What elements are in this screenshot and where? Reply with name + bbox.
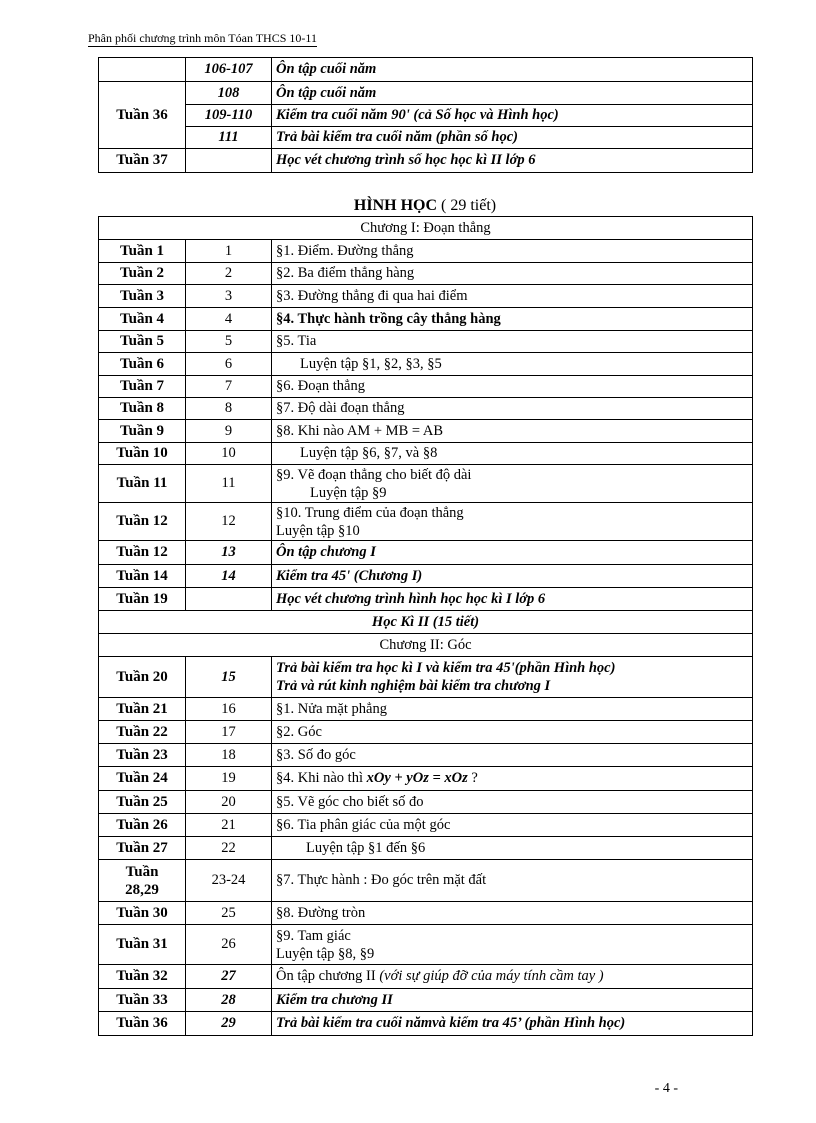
- period-cell: 108: [186, 82, 272, 105]
- content-line: Luyện tập §10: [276, 522, 360, 539]
- chapter-row: [99, 634, 753, 657]
- table-row: [99, 744, 753, 767]
- semester-row: [99, 611, 753, 634]
- week-cell: Tuần 3: [99, 285, 186, 308]
- table-row: [99, 989, 753, 1012]
- content-cell: §3. Số đo góc: [272, 744, 753, 767]
- period-cell: 6: [186, 353, 272, 376]
- week-cell: Tuần 5: [99, 331, 186, 353]
- content-cell: §2. Góc: [272, 721, 753, 744]
- content-cell: [272, 767, 753, 791]
- content-cell: Trả bài kiểm tra cuối nămvà kiểm tra 45’ (phần Hình học): [272, 1012, 753, 1036]
- geometry-table: [98, 216, 753, 1036]
- table-row: [99, 308, 753, 331]
- period-cell: 18: [186, 744, 272, 767]
- period-cell: 16: [186, 698, 272, 721]
- period-cell: 26: [186, 925, 272, 965]
- content-cell: §4. Thực hành trồng cây thẳng hàng: [272, 308, 753, 331]
- content-cell: §6. Tia phân giác của một góc: [272, 814, 753, 837]
- week-cell: Tuần 10: [99, 443, 186, 465]
- content-line: §9. Tam giác: [276, 927, 351, 944]
- content-cell: Luyện tập §1, §2, §3, §5: [272, 353, 753, 376]
- content-cell: Kiểm tra cuối năm 90' (cả Số học và Hình học): [272, 105, 753, 127]
- week-cell: Tuần 20: [99, 657, 186, 698]
- table-row: [99, 443, 753, 465]
- chapter1-rows: [99, 240, 753, 611]
- content-line: Luyện tập §9: [310, 484, 387, 501]
- chapter-heading: Chương II: Góc: [99, 634, 753, 657]
- week-cell: Tuần 12: [99, 503, 186, 541]
- table-row: [99, 860, 753, 902]
- period-cell: 2: [186, 263, 272, 285]
- content-line: Trả và rút kinh nghiệm bài kiểm tra chương I: [276, 678, 551, 694]
- content-cell: Ôn tập cuối năm: [272, 82, 753, 105]
- table-row: [99, 420, 753, 443]
- period-cell: 27: [186, 965, 272, 989]
- week-cell: Tuần 6: [99, 353, 186, 376]
- table-row: [99, 902, 753, 925]
- content-cell: Kiểm tra 45' (Chương I): [272, 565, 753, 588]
- table-row: [99, 263, 753, 285]
- table-row: [99, 837, 753, 860]
- period-cell: 111: [186, 127, 272, 149]
- period-cell: [186, 588, 272, 611]
- week-cell: Tuần 32: [99, 965, 186, 989]
- period-cell: 106-107: [186, 58, 272, 82]
- content-text: §4. Khi nào thì: [276, 770, 367, 786]
- table-row: [99, 503, 753, 541]
- period-cell: 109-110: [186, 105, 272, 127]
- content-cell: §8. Đường tròn: [272, 902, 753, 925]
- content-line: §9. Vẽ đoạn thẳng cho biết độ dài: [276, 466, 472, 483]
- week-cell: Tuần 1: [99, 240, 186, 263]
- table-row: [99, 127, 753, 149]
- week-line: Tuần: [125, 863, 159, 880]
- content-cell: Trả bài kiểm tra cuối năm (phần số học): [272, 127, 753, 149]
- section-title-bold: HÌNH HỌC: [353, 197, 438, 214]
- period-cell: 4: [186, 308, 272, 331]
- table-row: [99, 331, 753, 353]
- content-cell: §2. Ba điểm thẳng hàng: [272, 263, 753, 285]
- week-cell: Tuần 11: [99, 465, 186, 503]
- period-cell: 20: [186, 791, 272, 814]
- week-cell: Tuần 22: [99, 721, 186, 744]
- angle-formula: xOy + yOz = xOz: [366, 770, 468, 786]
- content-suffix: ?: [467, 770, 478, 786]
- content-line: Trả bài kiểm tra học kì I và kiểm tra 45'(phần Hình học): [276, 660, 616, 676]
- content-cell: Kiểm tra chương II: [272, 989, 753, 1012]
- content-cell: Ôn tập cuối năm: [272, 58, 753, 82]
- week-cell: [99, 860, 186, 902]
- week-cell: Tuần 37: [99, 149, 186, 173]
- content-cell: Học vét chương trình số học học kì II lớp 6: [272, 149, 753, 173]
- semester-heading: Học Kì II (15 tiết): [99, 611, 753, 634]
- week-cell: Tuần 19: [99, 588, 186, 611]
- table-row: [99, 376, 753, 398]
- page-header: Phân phối chương trình môn Tóan THCS 10-11: [88, 31, 317, 45]
- period-cell: 9: [186, 420, 272, 443]
- week-cell: Tuần 27: [99, 837, 186, 860]
- period-cell: [186, 149, 272, 173]
- table-row: [99, 105, 753, 127]
- week-cell: Tuần 33: [99, 989, 186, 1012]
- period-cell: 1: [186, 240, 272, 263]
- content-text: Ôn tập chương II: [276, 968, 376, 984]
- week-cell: Tuần 36: [99, 1012, 186, 1036]
- content-cell: §8. Khi nào AM + MB = AB: [272, 420, 753, 443]
- week-cell: Tuần 21: [99, 698, 186, 721]
- content-cell: §7. Độ dài đoạn thẳng: [272, 398, 753, 420]
- period-cell: 10: [186, 443, 272, 465]
- period-cell: 8: [186, 398, 272, 420]
- content-cell: Luyện tập §1 đến §6: [272, 837, 753, 860]
- table-row: [99, 82, 753, 105]
- week-cell: Tuần 36: [99, 82, 186, 149]
- period-cell: 5: [186, 331, 272, 353]
- content-cell: §5. Vẽ góc cho biết số đo: [272, 791, 753, 814]
- table-row: [99, 791, 753, 814]
- week-cell: Tuần 4: [99, 308, 186, 331]
- table-row: [99, 541, 753, 565]
- content-line: Luyện tập §8, §9: [276, 945, 375, 962]
- table-row: [99, 240, 753, 263]
- page-number: - 4 -: [654, 1081, 678, 1096]
- period-cell: 28: [186, 989, 272, 1012]
- table-row: [99, 767, 753, 791]
- section-title-rest: ( 29 tiết): [437, 197, 497, 214]
- content-cell: §6. Đoạn thẳng: [272, 376, 753, 398]
- chapter-row: [99, 217, 753, 240]
- period-cell: 13: [186, 541, 272, 565]
- content-cell: §5. Tia: [272, 331, 753, 353]
- week-cell: Tuần 12: [99, 541, 186, 565]
- content-cell: §3. Đường thẳng đi qua hai điểm: [272, 285, 753, 308]
- period-cell: 29: [186, 1012, 272, 1036]
- period-cell: 23-24: [186, 860, 272, 902]
- content-cell: [272, 503, 753, 541]
- content-note: (với sự giúp đỡ của máy tính cầm tay ): [375, 968, 604, 984]
- table-row: [99, 814, 753, 837]
- table-row: [99, 285, 753, 308]
- week-cell: Tuần 2: [99, 263, 186, 285]
- period-cell: 15: [186, 657, 272, 698]
- period-cell: 19: [186, 767, 272, 791]
- table-row: [99, 353, 753, 376]
- table-row: [99, 149, 753, 173]
- content-cell: §1. Điểm. Đường thẳng: [272, 240, 753, 263]
- week-cell: Tuần 23: [99, 744, 186, 767]
- period-cell: 14: [186, 565, 272, 588]
- period-cell: 22: [186, 837, 272, 860]
- table-row: [99, 965, 753, 989]
- week-cell: Tuần 25: [99, 791, 186, 814]
- table-row: [99, 565, 753, 588]
- content-cell: [272, 465, 753, 503]
- week-cell: Tuần 9: [99, 420, 186, 443]
- table-row: [99, 1012, 753, 1036]
- period-cell: 3: [186, 285, 272, 308]
- week-cell: [99, 58, 186, 82]
- period-cell: 12: [186, 503, 272, 541]
- period-cell: 25: [186, 902, 272, 925]
- week-cell: Tuần 8: [99, 398, 186, 420]
- table-row: [99, 465, 753, 503]
- table-row: [99, 925, 753, 965]
- content-cell: §1. Nửa mặt phẳng: [272, 698, 753, 721]
- content-line: §10. Trung điểm của đoạn thẳng: [276, 504, 464, 521]
- table-row: [99, 58, 753, 82]
- week-cell: Tuần 24: [99, 767, 186, 791]
- content-cell: §7. Thực hành : Đo góc trên mặt đất: [272, 860, 753, 902]
- week-cell: Tuần 7: [99, 376, 186, 398]
- content-cell: [272, 925, 753, 965]
- content-cell: Ôn tập chương I: [272, 541, 753, 565]
- chapter-heading: Chương I: Đoạn thẳng: [99, 217, 753, 240]
- table-row: [99, 398, 753, 420]
- table-row: [99, 698, 753, 721]
- week-cell: Tuần 30: [99, 902, 186, 925]
- period-cell: 21: [186, 814, 272, 837]
- week-cell: Tuần 26: [99, 814, 186, 837]
- top-table: [98, 57, 753, 173]
- content-cell: Học vét chương trình hình học học kì I lớp 6: [272, 588, 753, 611]
- table-row: [99, 657, 753, 698]
- section-title: [98, 196, 752, 216]
- period-cell: 17: [186, 721, 272, 744]
- week-cell: Tuần 31: [99, 925, 186, 965]
- period-cell: 11: [186, 465, 272, 503]
- table-row: [99, 721, 753, 744]
- table-row: [99, 588, 753, 611]
- content-cell: [272, 657, 753, 698]
- content-cell: Luyện tập §6, §7, và §8: [272, 443, 753, 465]
- content-cell: [272, 965, 753, 989]
- week-line: 28,29: [125, 881, 159, 898]
- period-cell: 7: [186, 376, 272, 398]
- week-cell: Tuần 14: [99, 565, 186, 588]
- chapter2-rows: [99, 657, 753, 1036]
